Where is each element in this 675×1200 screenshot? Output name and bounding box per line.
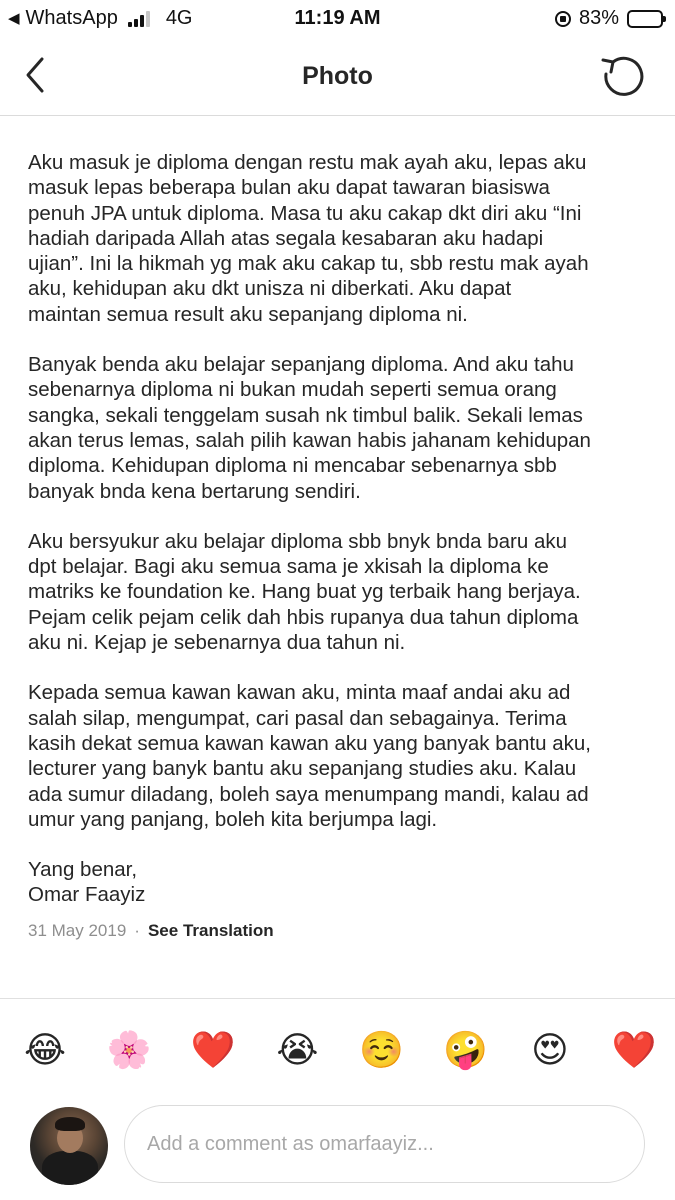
heart-eyes-icon[interactable]: 😍 bbox=[531, 1030, 569, 1071]
back-to-app-icon: ◀ bbox=[8, 9, 20, 27]
rotate-button[interactable] bbox=[599, 52, 647, 100]
quick-reactions bbox=[22, 1026, 657, 1076]
battery-percent: 83% bbox=[578, 7, 619, 29]
comment-composer bbox=[30, 1105, 645, 1185]
comment-input[interactable] bbox=[124, 1105, 645, 1183]
nav-bar bbox=[0, 40, 675, 116]
avatar-body bbox=[42, 1151, 98, 1185]
battery-icon bbox=[627, 10, 663, 28]
caption-paragraph: Kepada semua kawan kawan aku, minta maaf andai aku ad salah silap, mengumpat, cari pasal dan sebagainya. Terima kasih dekat semua kawan kawan aku yang banyak bantu aku, lecturer yang banyk bantu aku sepanjang studies aku. Kalau ada sumur diladang, boleh saya menumpang mandi, kalau ad umur yang panjang, boleh kita berjumpa lagi. bbox=[28, 681, 591, 831]
tears-of-joy-icon[interactable]: 😂 bbox=[23, 1030, 67, 1071]
avatar bbox=[30, 1107, 108, 1185]
back-to-app-label: WhatsApp bbox=[25, 7, 118, 29]
status-bar-right bbox=[555, 7, 663, 30]
caption-paragraph: Aku bersyukur aku belajar diploma sbb bnyk bnda baru aku dpt belajar. Bagi aku semua sama je xkisah la diploma ke matriks ke foundation ke. Hang buat yg terbaik hang berjaya. Pejam celik pejam celik dah hbis rupanya dua tahun diploma aku ni. Kejap je sebenarnya dua tahun ni. bbox=[28, 529, 581, 655]
status-bar bbox=[0, 0, 675, 40]
caption-paragraph: Banyak benda aku belajar sepanjang diploma. And aku tahu sebenarnya diploma ni bukan mudah seperti semua orang sangka, sekali tenggelam susah nk timbul balik. Sekali lemas akan terus lemas, salah pilih kawan habis jahanam kehidupan diploma. Kehidupan diploma ni mencabar sebenarnya sbb banyak bnda kena bertarung sendiri. bbox=[28, 353, 591, 503]
zany-face-icon[interactable]: 🤪 bbox=[443, 1030, 489, 1071]
post-date: 31 May 2019 bbox=[28, 920, 127, 940]
status-time: 11:19 AM bbox=[294, 7, 381, 29]
caption-paragraph: Aku masuk je diploma dengan restu mak ayah aku, lepas aku masuk lepas beberapa bulan aku dapat tawaran biasiswa penuh JPA untuk diploma. Masa tu aku cakap dkt diri aku “Ini hadiah daripada Allah atas segala kesabaran aku hadapi ujian”. Ini la hikmah yg mak aku cakap tu, sbb restu mak ayah aku, kehidupan aku dkt unisza ni diberkati. Aku dapat maintan semua result aku sepanjang diploma ni. bbox=[28, 151, 589, 326]
avatar-hair bbox=[55, 1117, 85, 1131]
caption-signature: Yang benar, Omar Faayiz bbox=[28, 858, 146, 907]
see-translation-link[interactable]: See Translation bbox=[147, 920, 274, 940]
network-type: 4G bbox=[165, 7, 193, 29]
cherry-blossom-icon[interactable]: 🌸 bbox=[106, 1030, 152, 1071]
crying-face-icon[interactable]: 😭 bbox=[276, 1030, 319, 1071]
page-title: Photo bbox=[302, 62, 373, 90]
heart-icon[interactable]: ❤️ bbox=[190, 1030, 236, 1071]
post-meta bbox=[28, 918, 653, 943]
post-caption bbox=[28, 150, 653, 943]
divider bbox=[0, 998, 675, 999]
rotate-icon bbox=[599, 52, 647, 100]
heart-icon[interactable]: ❤️ bbox=[611, 1030, 657, 1071]
orientation-lock-icon bbox=[555, 11, 571, 27]
meta-separator: · bbox=[134, 920, 140, 940]
smiling-face-icon[interactable]: ☺️ bbox=[359, 1030, 404, 1071]
